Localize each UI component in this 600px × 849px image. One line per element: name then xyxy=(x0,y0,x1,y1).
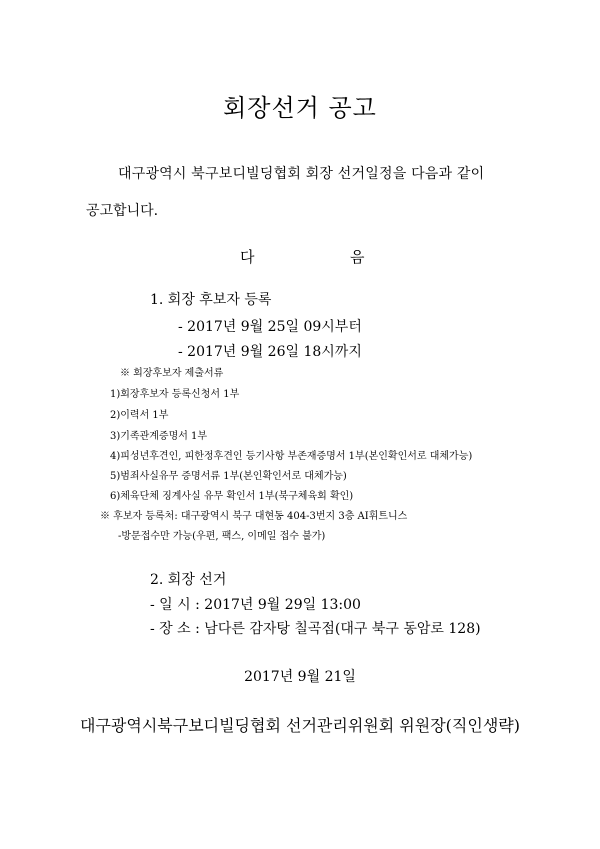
intro-line-1: 대구광역시 북구보디빌딩협회 회장 선거일정을 다음과 같이 xyxy=(118,166,485,182)
document-item: 6)체육단체 징계사실 유무 확인서 1부(북구체육회 확인) xyxy=(110,491,354,502)
eum-label: 음 xyxy=(350,248,365,266)
issue-date: 2017년 9월 21일 xyxy=(244,669,356,685)
documents-header: ※ 회장후보자 제출서류 xyxy=(120,368,224,379)
registration-end: - 2017년 9월 26일 18시까지 xyxy=(178,344,362,360)
registration-place: ※ 후보자 등록처: 대구광역시 북구 대현동 404-3번지 3층 AI휘트니스 xyxy=(100,511,408,522)
election-datetime: - 일 시 : 2017년 9월 29일 13:00 xyxy=(150,597,361,613)
visit-only-note: -방문접수만 가능(우편, 팩스, 이메일 접수 불가) xyxy=(118,531,326,542)
election-place: - 장 소 : 남다른 감자탕 칠곡점(대구 북구 동암로 128) xyxy=(150,621,481,637)
signature-line: 대구광역시북구보디빌딩협회 선거관리위원회 위원장(직인생략) xyxy=(80,716,520,735)
document-item: 1)회장후보자 등록신청서 1부 xyxy=(110,389,240,400)
section2-heading: 2. 회장 선거 xyxy=(150,572,227,588)
intro-line-2: 공고합니다. xyxy=(86,203,159,219)
document-item: 3)기족관계증명서 1부 xyxy=(110,431,208,442)
document-item: 4)피성년후견인, 피한정후견인 등기사항 부존재증명서 1부(본인확인서로 대체가능) xyxy=(110,451,473,462)
section1-heading: 1. 회장 후보자 등록 xyxy=(150,292,272,308)
document-item: 5)범죄사실유무 증명서류 1부(본인확인서로 대체가능) xyxy=(110,471,347,482)
da-label: 다 xyxy=(240,248,255,266)
notice-title: 회장선거 공고 xyxy=(223,94,377,122)
document-item: 2)이력서 1부 xyxy=(110,410,169,421)
registration-start: - 2017년 9월 25일 09시부터 xyxy=(178,319,362,335)
